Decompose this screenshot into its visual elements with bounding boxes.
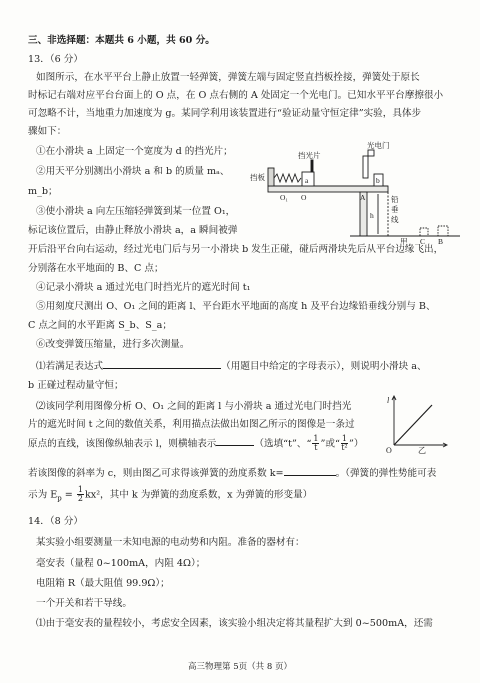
part-1-line-2: b 正碰过程动量守恒； [28,380,124,391]
step-3a: ③使小滑块 a 向左压缩轻弹簧到某一位置 O₁， [36,206,236,217]
part-2c-or: ”或“ [320,438,340,450]
landed-block-c [420,228,428,236]
part-2-line-1: ⑵该同学利用图像分析 O、O₁ 之间的距离 l 与小滑块 a 通过光电门时挡光 [36,401,352,412]
step-1: ①在小滑块 a 上固定一个宽度为 d 的挡光片； [36,146,233,157]
energy-formula-suffix: kx²，其中 k 为弹簧的劲度系数，x 为弹簧的形变量） [84,489,313,501]
q13-intro-line-4: 骤如下： [28,126,67,137]
label-A: A [360,193,366,202]
photogate [363,156,368,178]
fraction-1-over-t: $\frac{1}{t}$ [313,434,319,453]
apparatus-figure [250,140,474,248]
figure-label-jia: 甲 [400,237,408,246]
graph-line [394,405,432,445]
step-6: ⑥改变弹簧压缩量，进行多次测量。 [36,339,190,350]
part-2d-suffix: 。（弹簧的弹性势能可表 [335,468,437,479]
step-2b: m_b； [28,186,58,197]
fraction-one-half: $\frac{1}{2}$ [77,485,83,504]
step-3b: 标记该位置后，由静止释放小滑块 a，a 瞬间被弹 [28,225,238,236]
q14-intro: 某实验小组要测量一未知电源的电动势和内阻。准备的器材有： [36,537,305,548]
part-2c-prefix: 原点的直线，该图像纵轴表示 l，则横轴表示 [28,438,217,450]
step-3c: 开后沿平台向右运动，经过光电门后与另一小滑块 b 发生正碰，碰后两滑块先后从平台边缘飞出， [28,244,444,255]
graph-figure [386,393,450,455]
section-heading: 三、非选择题：本题共 6 小题，共 60 分。 [28,35,215,46]
q13-intro-line-3: 可忽略不计，当地重力加速度为 g。某同学利用该装置进行“验证动量守恒定律”实验，具体步 [28,108,422,119]
label-plumb-3: 线 [391,215,399,224]
label-h: h [370,211,374,220]
answer-blank-3[interactable] [284,475,336,476]
equals-sign: = [61,489,76,501]
step-4: ④记录小滑块 a 通过光电门时挡光片的遮光时间 t₁ [36,282,251,293]
light-shield [311,160,313,172]
page-footer: 高三物理第 5页（共 8 页） [188,662,292,672]
label-a: a [305,176,309,185]
energy-subscript: p [57,494,62,503]
q14-item-1: 毫安表（量程 0~100mA，内阻 4Ω）； [36,558,206,569]
part-2-line-4 [28,469,436,479]
label-b: b [376,176,380,185]
label-O1: O₁ [280,193,289,202]
part-2c-suffix: ”） [348,438,364,450]
part-2-line-2: 片的遮光时间 t 之间的数值关系，利用描点法做出如图乙所示的图像是一条过 [28,419,355,430]
part-1-prefix: ⑴若满足表达式 [36,361,104,372]
label-light-shield: 挡光片 [298,151,321,160]
q13-intro-line-1: 如图所示，在水平平台上静止放置一轻弹簧，弹簧左端与固定竖直挡板拴接，弹簧处于原长 [36,72,420,83]
part-2d-prefix: 若该图像的斜率为 c，则由图乙可求得该弹簧的劲度系数 k= [28,468,284,479]
step-5a: ⑤用刻度尺测出 O、O₁ 之间的距离 l、平台距水平地面的高度 h 及平台边缘铅垂线分别与 B、 [36,301,436,312]
q13-intro-line-2: 时标记右端对应平台台面上的 O 点，在 O 点右侧的 A 处固定一个光电门。已知水平平台摩擦很小 [28,90,444,101]
spring [274,174,301,182]
q14-item-3: 一个开关和若干导线。 [36,598,132,609]
part-1-line-1 [36,362,427,372]
label-wall-plate: 挡板 [250,173,265,182]
part-2-line-5 [28,486,312,504]
q13-number: 13．（6 分） [28,54,83,65]
step-2a: ②用天平分别测出小滑块 a 和 b 的质量 mₐ、 [36,166,230,177]
label-B: B [438,237,444,246]
energy-symbol: 示为 E [28,489,58,501]
q14-number: 14．（8 分） [28,516,83,527]
label-photogate: 光电门 [367,141,390,150]
label-C: C [420,237,426,246]
fraction-1-over-t-squared: $\frac{1}{\text{t²}}$ [341,434,348,453]
q14-part-1: ⑴由于毫安表的量程较小，考虑安全因素，该实验小组决定将其量程扩大到 0~500mA，还需 [36,618,433,629]
label-plumb-1: 铅 [391,195,399,204]
y-axis-label: l [387,396,390,405]
platform [268,186,388,192]
landed-block-b [438,226,448,236]
q14-item-2: 电阻箱 R（最大阻值 99.9Ω）； [36,578,170,589]
part-1-suffix: （用题目中给定的字母表示），则说明小滑块 a、 [221,361,427,372]
fixed-wall-plate [268,168,274,186]
answer-blank-1[interactable] [103,368,221,369]
step-5b: C 点之间的水平距离 S_b、S_a； [28,320,172,331]
label-plumb-2: 垂 [391,205,399,214]
part-2-line-3 [28,435,363,453]
label-O: O [301,193,307,202]
figure-label-yi: 乙 [418,446,426,455]
origin-label: O [386,446,392,455]
part-2c-choice-t: （选填“t”、“ [254,438,312,450]
step-3d: 分别落在水平地面的 B、C 点； [28,263,164,274]
answer-blank-2[interactable] [216,445,254,446]
